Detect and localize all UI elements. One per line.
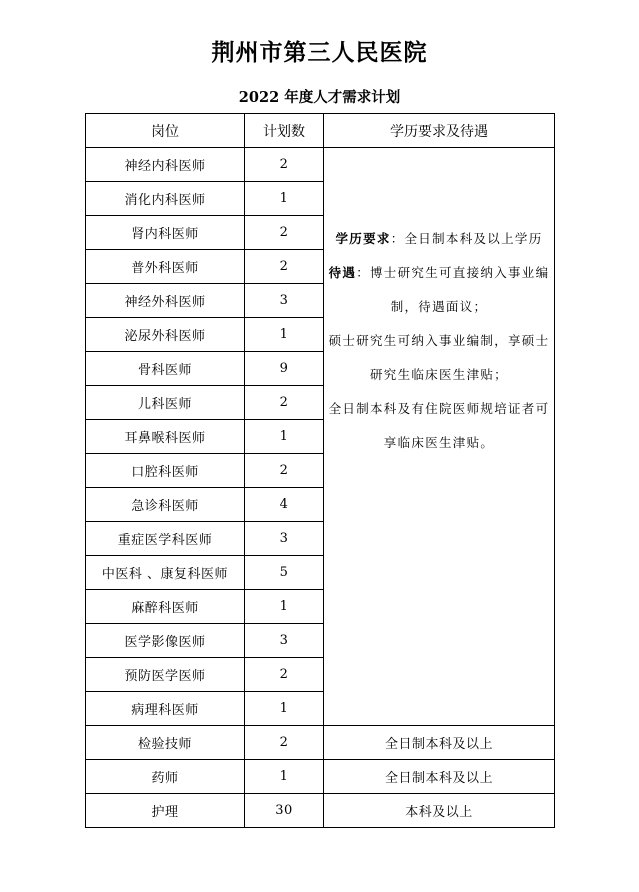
requirement-merged-cell [324, 148, 555, 726]
position-cell: 麻醉科医师 [86, 590, 245, 624]
count-cell: 30 [245, 794, 324, 828]
edu-label: 学历要求 [335, 231, 391, 246]
header-position: 岗位 [86, 114, 245, 148]
header-requirement: 学历要求及待遇 [324, 114, 555, 148]
count-cell: 4 [245, 488, 324, 522]
table-row [86, 760, 555, 794]
position-cell: 神经外科医师 [86, 284, 245, 318]
count-cell: 2 [245, 216, 324, 250]
count-cell: 3 [245, 284, 324, 318]
position-cell: 普外科医师 [86, 250, 245, 284]
position-cell: 中医科 、康复科医师 [86, 556, 245, 590]
count-cell: 1 [245, 420, 324, 454]
requirement-cell: 全日制本科及以上 [324, 760, 555, 794]
table-row [86, 794, 555, 828]
position-cell: 预防医学医师 [86, 658, 245, 692]
count-cell: 3 [245, 624, 324, 658]
position-cell: 重症医学科医师 [86, 522, 245, 556]
recruitment-table [85, 113, 555, 828]
count-cell: 2 [245, 148, 324, 182]
position-cell: 医学影像医师 [86, 624, 245, 658]
requirement-line-3: 全日制本科及有住院医师规培证者可享临床医生津贴。 [328, 401, 550, 450]
count-cell: 2 [245, 454, 324, 488]
count-cell: 1 [245, 692, 324, 726]
position-cell: 检验技师 [86, 726, 245, 760]
count-cell: 2 [245, 658, 324, 692]
count-cell: 2 [245, 726, 324, 760]
header-count: 计划数 [245, 114, 324, 148]
position-cell: 耳鼻喉科医师 [86, 420, 245, 454]
position-cell: 口腔科医师 [86, 454, 245, 488]
requirement-cell: 本科及以上 [324, 794, 555, 828]
count-cell: 2 [245, 386, 324, 420]
position-cell: 泌尿外科医师 [86, 318, 245, 352]
table-header-row [86, 114, 555, 148]
position-cell: 护理 [86, 794, 245, 828]
position-cell: 病理科医师 [86, 692, 245, 726]
position-cell: 消化内科医师 [86, 182, 245, 216]
count-cell: 1 [245, 182, 324, 216]
position-cell: 儿科医师 [86, 386, 245, 420]
count-cell: 3 [245, 522, 324, 556]
count-cell: 1 [245, 590, 324, 624]
count-cell: 5 [245, 556, 324, 590]
treat-label: 待遇 [328, 265, 357, 280]
edu-text: ：全日制本科及以上学历 [390, 231, 543, 246]
page-title: 荆州市第三人民医院 [211, 39, 428, 66]
position-cell: 骨科医师 [86, 352, 245, 386]
table-row [86, 148, 555, 182]
treat-text: ：博士研究生可直接纳入事业编制，待遇面议； [356, 265, 550, 314]
position-cell: 神经内科医师 [86, 148, 245, 182]
position-cell: 急诊科医师 [86, 488, 245, 522]
page-subtitle: 2022 年度人才需求计划 [238, 89, 401, 106]
count-cell: 9 [245, 352, 324, 386]
table-row [86, 726, 555, 760]
requirement-cell: 全日制本科及以上 [324, 726, 555, 760]
count-cell: 2 [245, 250, 324, 284]
position-cell: 肾内科医师 [86, 216, 245, 250]
count-cell: 1 [245, 760, 324, 794]
position-cell: 药师 [86, 760, 245, 794]
requirement-line-2: 硕士研究生可纳入事业编制，享硕士研究生临床医生津贴； [328, 333, 550, 382]
count-cell: 1 [245, 318, 324, 352]
requirement-text [324, 222, 554, 460]
